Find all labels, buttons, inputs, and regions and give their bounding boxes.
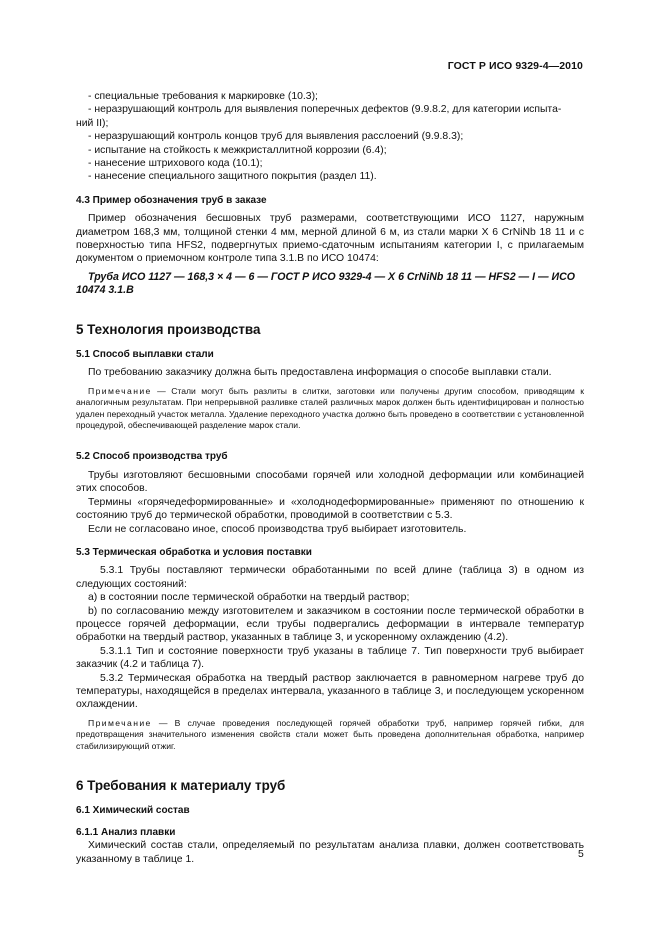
document-header: ГОСТ Р ИСО 9329-4—2010 [447,60,583,72]
section-heading-6-1: 6.1 Химический состав [76,805,190,817]
paragraph: Если не согласовано иное, способ производства труб выбирает изготовитель. [88,523,467,535]
list-item: - испытание на стойкость к межкристаллитной коррозии (6.4); [88,144,387,156]
clause-5-3-1-1: 5.3.1.1 Тип и состояние поверхности труб указаны в таблице 7. Тип поверхности труб выбирает заказчик (4.2 и таблица 7). [76,645,584,671]
list-item: - нанесение специального защитного покрытия (раздел 11). [88,171,377,183]
section-heading-6: 6 Требования к материалу труб [76,778,286,794]
list-item: - неразрушающий контроль для выявления поперечных дефектов (9.9.8.2, для категории испыта- [88,104,562,116]
list-item-continuation: ний II); [76,117,109,129]
note-label: Примечание [88,385,152,396]
section-heading-6-1-1: 6.1.1 Анализ плавки [76,826,176,838]
designation-example: Труба ИСО 1127 — 168,3 × 4 — 6 — ГОСТ Р ИСО 9329-4 — X 6 CrNiNb 18 11 — HFS2 — I — ИСО 10474 3.1.B [76,270,576,297]
list-item: - специальные требования к маркировке (10.3); [88,91,318,102]
section-heading-5: 5 Технология производства [76,321,261,337]
section-heading-5-1: 5.1 Способ выплавки стали [76,348,214,360]
note [76,386,584,432]
paragraph: Трубы изготовляют бесшовными способами горячей или холодной деформации или комбинацией этих способов. [76,469,584,495]
clause-5-3-2: 5.3.2 Термическая обработка на твердый раствор заключается в равномерном нагреве труб до температуры, находящейся в пределах интервала, указанного в таблице 3, и последующем ускоренном охлаждении. [76,672,584,711]
paragraph: По требованию заказчику должна быть предоставлена информация о способе выплавки стали. [88,367,552,379]
section-heading-5-2: 5.2 Способ производства труб [76,450,228,462]
note [76,718,584,753]
page-content [76,90,584,866]
paragraph: Термины «горячедеформированные» и «холоднодеформированные» применяют по отношению к состоянию труб до термической обработки, проводимой в соответствии с 5.3. [76,496,584,522]
list-item: - нанесение штрихового кода (10.1); [88,158,263,170]
page-number: 5 [578,849,584,860]
option-list [76,90,584,184]
section-heading-4-3: 4.3 Пример обозначения труб в заказе [76,194,267,206]
paragraph: Химический состав стали, определяемый по результатам анализа плавки, должен соответствовать указанному в таблице 1. [76,840,584,865]
section-heading-5-3: 5.3 Термическая обработка и условия поставки [76,546,312,558]
list-item: - неразрушающий контроль концов труб для выявления расслоений (9.9.8.3); [88,131,464,143]
note-text: — В случае проведения последующей горячей обработки труб, например горячей гибки, для предотвращения значительного изменения свойств стали может быть проведена дополнительная обработка, например стабилизирующий отжиг. [76,717,584,751]
note-label: Примечание [88,717,152,728]
list-item-a: a) в состоянии после термической обработки на твердый раствор; [88,592,410,604]
clause-5-3-1: 5.3.1 Трубы поставляют термически обработанными по всей длине (таблица 3) в одном из следующих состояний: [76,565,584,590]
note-text: — Стали могут быть разлиты в слитки, заготовки или получены другим способом, приводящим к аналогичным результатам. При непрерывной разливке сталей различных марок должен быть идентифицирован и полностью удален переходный участок металла. Удаление переходного участка должно быть проведено в соответствии с установленной процедурой, обеспечивающей разделение марок стали. [76,385,584,430]
list-item-b: b) по согласованию между изготовителем и заказчиком в состоянии после термической обработки в процессе горячей деформации, если трубы подвергались деформации в интервале температур обработки на твердый раствор, указанных в таблице 3, и ускоренному охлаждению (4.2). [76,605,584,644]
paragraph: Пример обозначения бесшовных труб размерами, соответствующими ИСО 1127, наружным диаметром 168,3 мм, толщиной стенки 4 мм, мерной длиной 6 м, из стали марки Х 6 CrNiNb 18 11 и с поверхностью типа HFS2, подвергнутых приемо-сдаточным испытаниям категории I, с прилагаемым документом о приемочном контроле типа 3.1.В по ИСО 10474: [76,213,584,265]
